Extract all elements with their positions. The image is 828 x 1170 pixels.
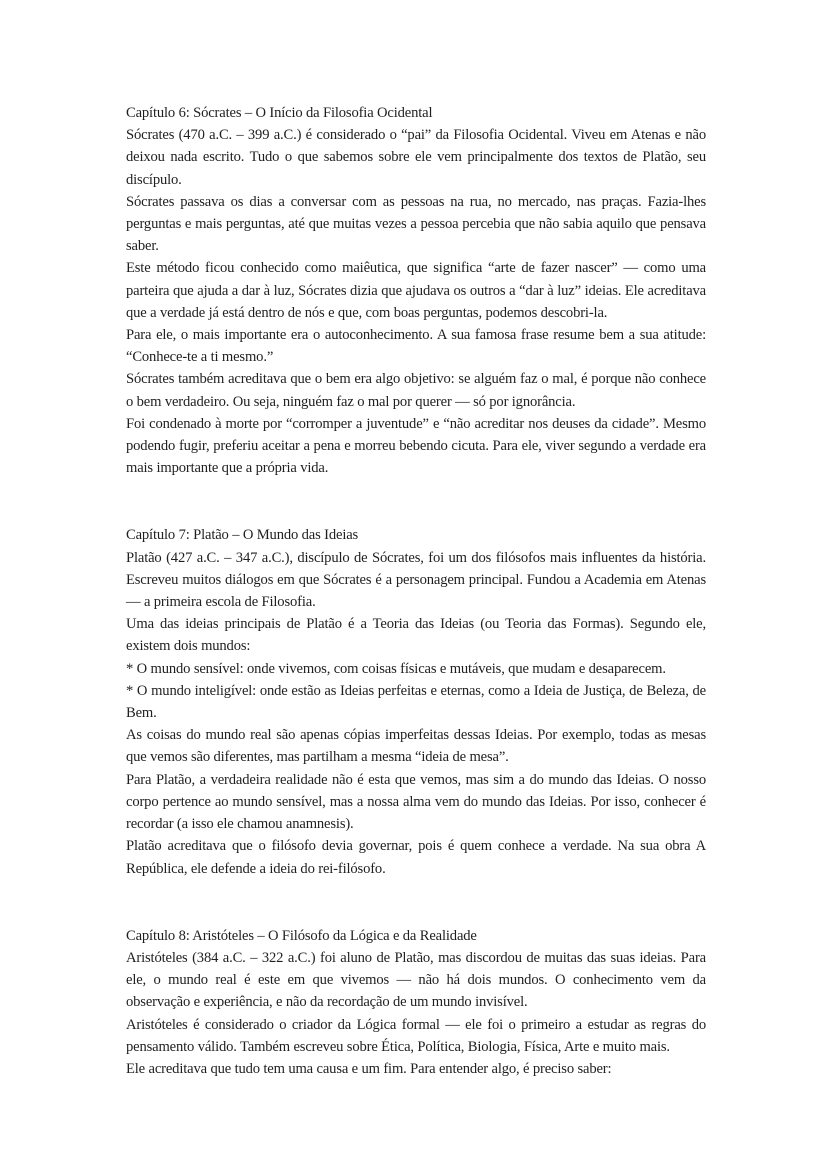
- paragraph: Platão acreditava que o filósofo devia governar, pois é quem conhece a verdade. Na sua obra A República, ele defende a ideia do rei-filósofo.: [126, 838, 706, 877]
- paragraph: Platão (427 a.C. – 347 a.C.), discípulo de Sócrates, foi um dos filósofos mais influentes da história. Escreveu muitos diálogos em que Sócrates é a personagem principal. Fundou a Academia em Atenas — a primeira escola de Filosofia.: [126, 549, 706, 611]
- paragraph: Aristóteles (384 a.C. – 322 a.C.) foi aluno de Platão, mas discordou de muitas das suas ideias. Para ele, o mundo real é este em que vivemos — não há dois mundos. O conhecimento vem da observação e experiência, e não da recordação de um mundo invisível.: [126, 949, 706, 1011]
- document-page: [126, 102, 706, 1080]
- list-item: * O mundo inteligível: onde estão as Ideias perfeitas e eternas, como a Ideia de Justiça, de Beleza, de Bem.: [126, 682, 706, 722]
- paragraph: As coisas do mundo real são apenas cópias imperfeitas dessas Ideias. Por exemplo, todas as mesas que vemos são diferentes, mas partilham a mesma “ideia de mesa”.: [126, 727, 706, 766]
- paragraph: Sócrates também acreditava que o bem era algo objetivo: se alguém faz o mal, é porque não conhece o bem verdadeiro. Ou seja, ninguém faz o mal por querer — só por ignorância.: [126, 371, 706, 410]
- paragraph: Para ele, o mais importante era o autoconhecimento. A sua famosa frase resume bem a sua atitude: “Conhece-te a ti mesmo.”: [126, 327, 706, 366]
- chapter-8: [126, 925, 706, 1080]
- chapter-title: Capítulo 6: Sócrates – O Início da Filosofia Ocidental: [126, 105, 433, 121]
- chapter-title: Capítulo 7: Platão – O Mundo das Ideias: [126, 527, 359, 544]
- chapter-6: [126, 102, 706, 479]
- paragraph: Uma das ideias principais de Platão é a Teoria das Ideias (ou Teoria das Formas). Segundo ele, existem dois mundos:: [126, 616, 706, 655]
- paragraph: Sócrates (470 a.C. – 399 a.C.) é considerado o “pai” da Filosofia Ocidental. Viveu em Atenas e não deixou nada escrito. Tudo o que sabemos sobre ele vem principalmente dos textos de Platão, seu discípulo.: [126, 127, 706, 188]
- paragraph: Foi condenado à morte por “corromper a juventude” e “não acreditar nos deuses da cidade”. Mesmo podendo fugir, preferiu aceitar a pena e morreu bebendo cicuta. Para ele, viver segundo a verdade era mais importante que a própria vida.: [126, 415, 706, 477]
- paragraph: Sócrates passava os dias a conversar com as pessoas na rua, no mercado, nas praças. Fazia-lhes perguntas e mais perguntas, até que muitas vezes a pessoa percebia que não sabia aquilo que pensava saber.: [126, 193, 706, 255]
- paragraph: Aristóteles é considerado o criador da Lógica formal — ele foi o primeiro a estudar as regras do pensamento válido. Também escreveu sobre Ética, Política, Biologia, Física, Arte e muito mais.: [126, 1016, 706, 1055]
- chapter-7: [126, 524, 706, 879]
- paragraph: Para Platão, a verdadeira realidade não é esta que vemos, mas sim a do mundo das Ideias. O nosso corpo pertence ao mundo sensível, mas a nossa alma vem do mundo das Ideias. Por isso, conhecer é recordar (a isso ele chamou anamnesis).: [126, 771, 706, 833]
- paragraph: Este método ficou conhecido como maiêutica, que significa “arte de fazer nascer” — como uma parteira que ajuda a dar à luz, Sócrates dizia que ajudava os outros a “dar à luz” ideias. Ele acreditava que a verdade já está dentro de nós e que, com boas perguntas, podemos descobri-la.: [126, 260, 706, 321]
- chapter-title: Capítulo 8: Aristóteles – O Filósofo da Lógica e da Realidade: [126, 927, 477, 944]
- paragraph: Ele acreditava que tudo tem uma causa e um fim. Para entender algo, é preciso saber:: [126, 1060, 612, 1077]
- list-item: * O mundo sensível: onde vivemos, com coisas físicas e mutáveis, que mudam e desaparecem.: [126, 660, 666, 677]
